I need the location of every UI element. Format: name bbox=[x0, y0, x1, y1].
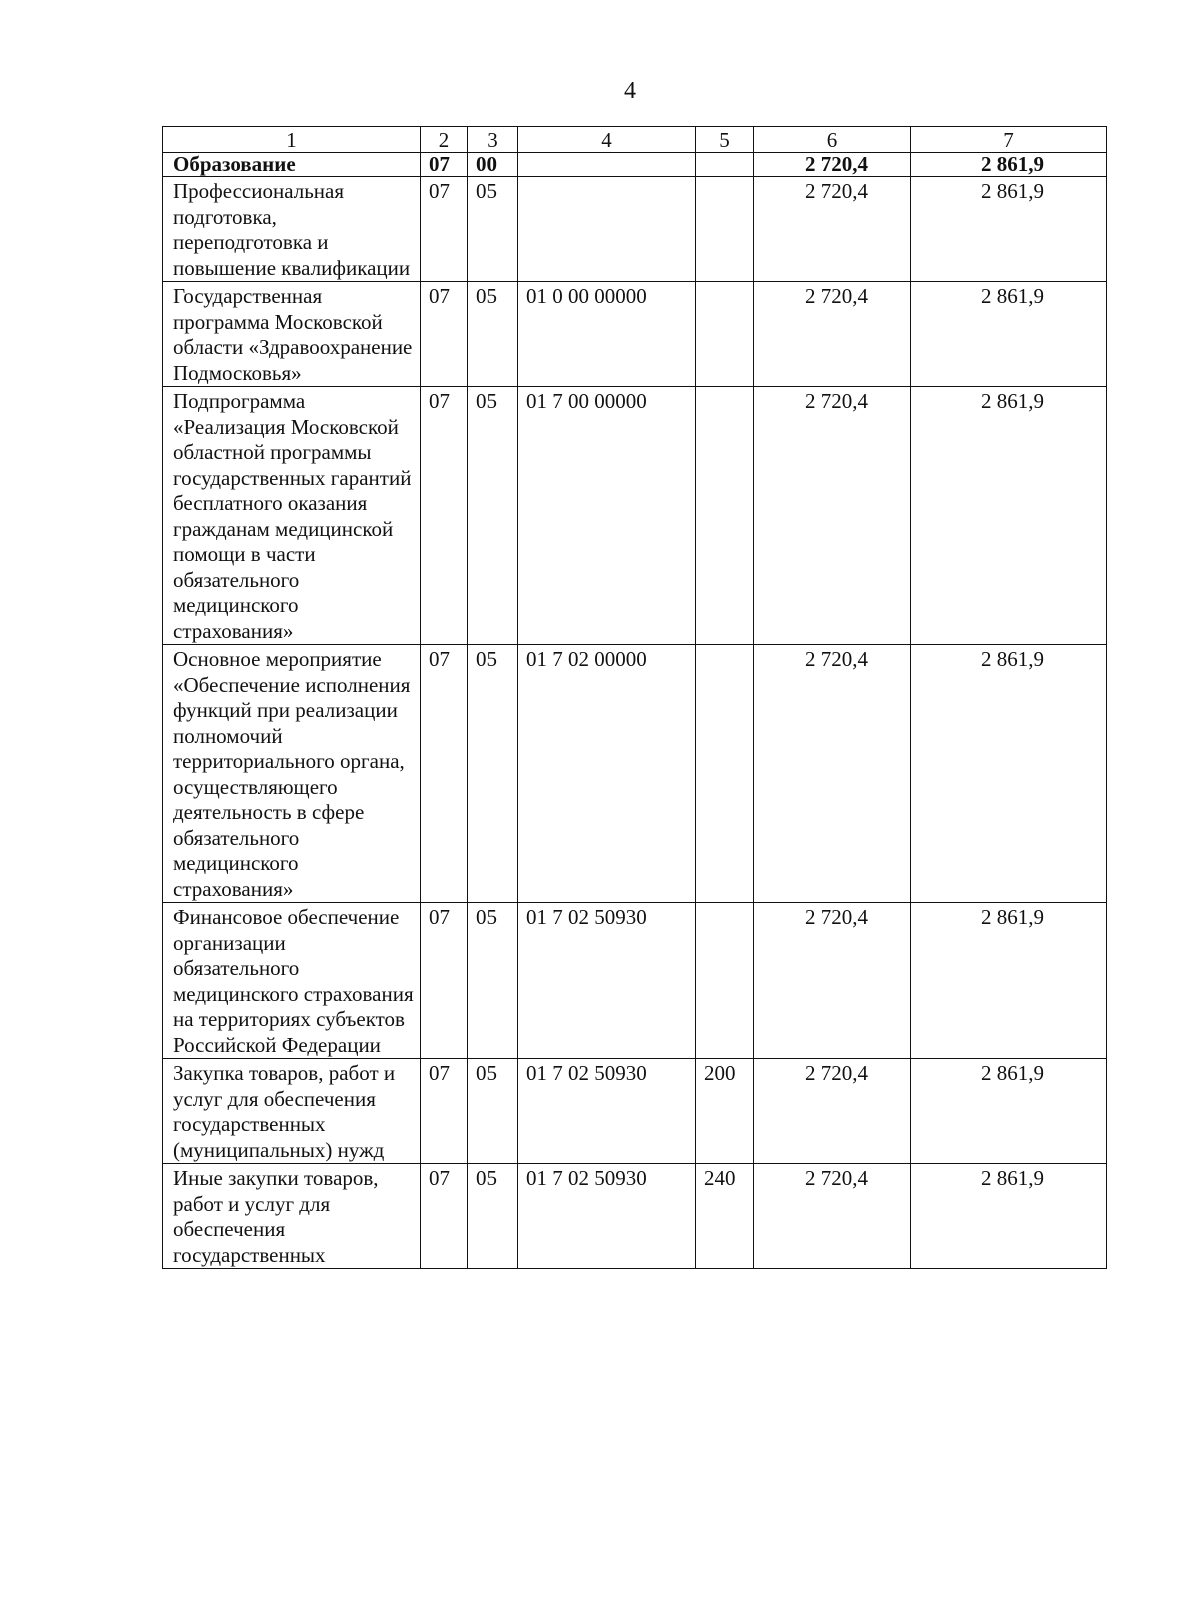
amount-col-7: 2 861,9 bbox=[911, 177, 1107, 282]
section-code: 07 bbox=[421, 645, 468, 903]
column-header: 6 bbox=[754, 127, 911, 153]
subsection-code: 05 bbox=[468, 1059, 518, 1164]
expense-type-code bbox=[696, 153, 754, 177]
expense-type-code bbox=[696, 282, 754, 387]
table-row bbox=[163, 282, 1107, 387]
expense-type-code bbox=[696, 903, 754, 1059]
amount-col-7: 2 861,9 bbox=[911, 1059, 1107, 1164]
section-code: 07 bbox=[421, 387, 468, 645]
subsection-code: 00 bbox=[468, 153, 518, 177]
section-code: 07 bbox=[421, 1059, 468, 1164]
amount-col-7: 2 861,9 bbox=[911, 153, 1107, 177]
amount-col-6: 2 720,4 bbox=[754, 1164, 911, 1269]
amount-col-7: 2 861,9 bbox=[911, 387, 1107, 645]
header-row bbox=[163, 127, 1107, 153]
section-code: 07 bbox=[421, 903, 468, 1059]
table-row bbox=[163, 645, 1107, 903]
expense-type-code bbox=[696, 387, 754, 645]
column-header: 2 bbox=[421, 127, 468, 153]
subsection-code: 05 bbox=[468, 903, 518, 1059]
page-number: 4 bbox=[624, 78, 636, 104]
budget-table bbox=[162, 126, 1107, 1269]
amount-col-6: 2 720,4 bbox=[754, 282, 911, 387]
amount-col-6: 2 720,4 bbox=[754, 645, 911, 903]
amount-col-7: 2 861,9 bbox=[911, 645, 1107, 903]
amount-col-6: 2 720,4 bbox=[754, 903, 911, 1059]
target-article-code: 01 7 02 50930 bbox=[518, 1059, 696, 1164]
subsection-code: 05 bbox=[468, 1164, 518, 1269]
amount-col-7: 2 861,9 bbox=[911, 1164, 1107, 1269]
target-article-code: 01 0 00 00000 bbox=[518, 282, 696, 387]
table-row bbox=[163, 387, 1107, 645]
target-article-code: 01 7 02 50930 bbox=[518, 903, 696, 1059]
table-row bbox=[163, 1059, 1107, 1164]
table-row bbox=[163, 177, 1107, 282]
row-name: Профессиональная подготовка, переподготовка и повышение квалификации bbox=[163, 177, 421, 282]
target-article-code: 01 7 00 00000 bbox=[518, 387, 696, 645]
subsection-code: 05 bbox=[468, 645, 518, 903]
amount-col-6: 2 720,4 bbox=[754, 1059, 911, 1164]
row-name: Государственная программа Московской области «Здравоохранение Подмосковья» bbox=[163, 282, 421, 387]
table-row bbox=[163, 1164, 1107, 1269]
amount-col-6: 2 720,4 bbox=[754, 387, 911, 645]
row-name: Закупка товаров, работ и услуг для обеспечения государственных (муниципальных) нужд bbox=[163, 1059, 421, 1164]
subsection-code: 05 bbox=[468, 282, 518, 387]
row-name: Иные закупки товаров, работ и услуг для обеспечения государственных bbox=[163, 1164, 421, 1269]
target-article-code bbox=[518, 153, 696, 177]
amount-col-7: 2 861,9 bbox=[911, 282, 1107, 387]
target-article-code: 01 7 02 00000 bbox=[518, 645, 696, 903]
section-code: 07 bbox=[421, 177, 468, 282]
row-name: Основное мероприятие «Обеспечение исполнения функций при реализации полномочий территориального органа, осуществляющего деятельность в сфере обязательного медицинского страхования» bbox=[163, 645, 421, 903]
section-code: 07 bbox=[421, 282, 468, 387]
row-name: Подпрограмма «Реализация Московской областной программы государственных гарантий бесплатного оказания гражданам медицинской помощи в части обязательного медицинского страхования» bbox=[163, 387, 421, 645]
subsection-code: 05 bbox=[468, 177, 518, 282]
expense-type-code bbox=[696, 177, 754, 282]
section-code: 07 bbox=[421, 153, 468, 177]
table-row bbox=[163, 903, 1107, 1059]
amount-col-6: 2 720,4 bbox=[754, 153, 911, 177]
column-header: 1 bbox=[163, 127, 421, 153]
target-article-code: 01 7 02 50930 bbox=[518, 1164, 696, 1269]
section-code: 07 bbox=[421, 1164, 468, 1269]
column-header: 5 bbox=[696, 127, 754, 153]
subsection-code: 05 bbox=[468, 387, 518, 645]
column-header: 3 bbox=[468, 127, 518, 153]
amount-col-7: 2 861,9 bbox=[911, 903, 1107, 1059]
expense-type-code bbox=[696, 645, 754, 903]
amount-col-6: 2 720,4 bbox=[754, 177, 911, 282]
expense-type-code: 200 bbox=[696, 1059, 754, 1164]
table-row bbox=[163, 153, 1107, 177]
column-header: 4 bbox=[518, 127, 696, 153]
target-article-code bbox=[518, 177, 696, 282]
expense-type-code: 240 bbox=[696, 1164, 754, 1269]
row-name: Финансовое обеспечение организации обязательного медицинского страхования на территориях субъектов Российской Федерации bbox=[163, 903, 421, 1059]
row-name: Образование bbox=[163, 153, 421, 177]
column-header: 7 bbox=[911, 127, 1107, 153]
